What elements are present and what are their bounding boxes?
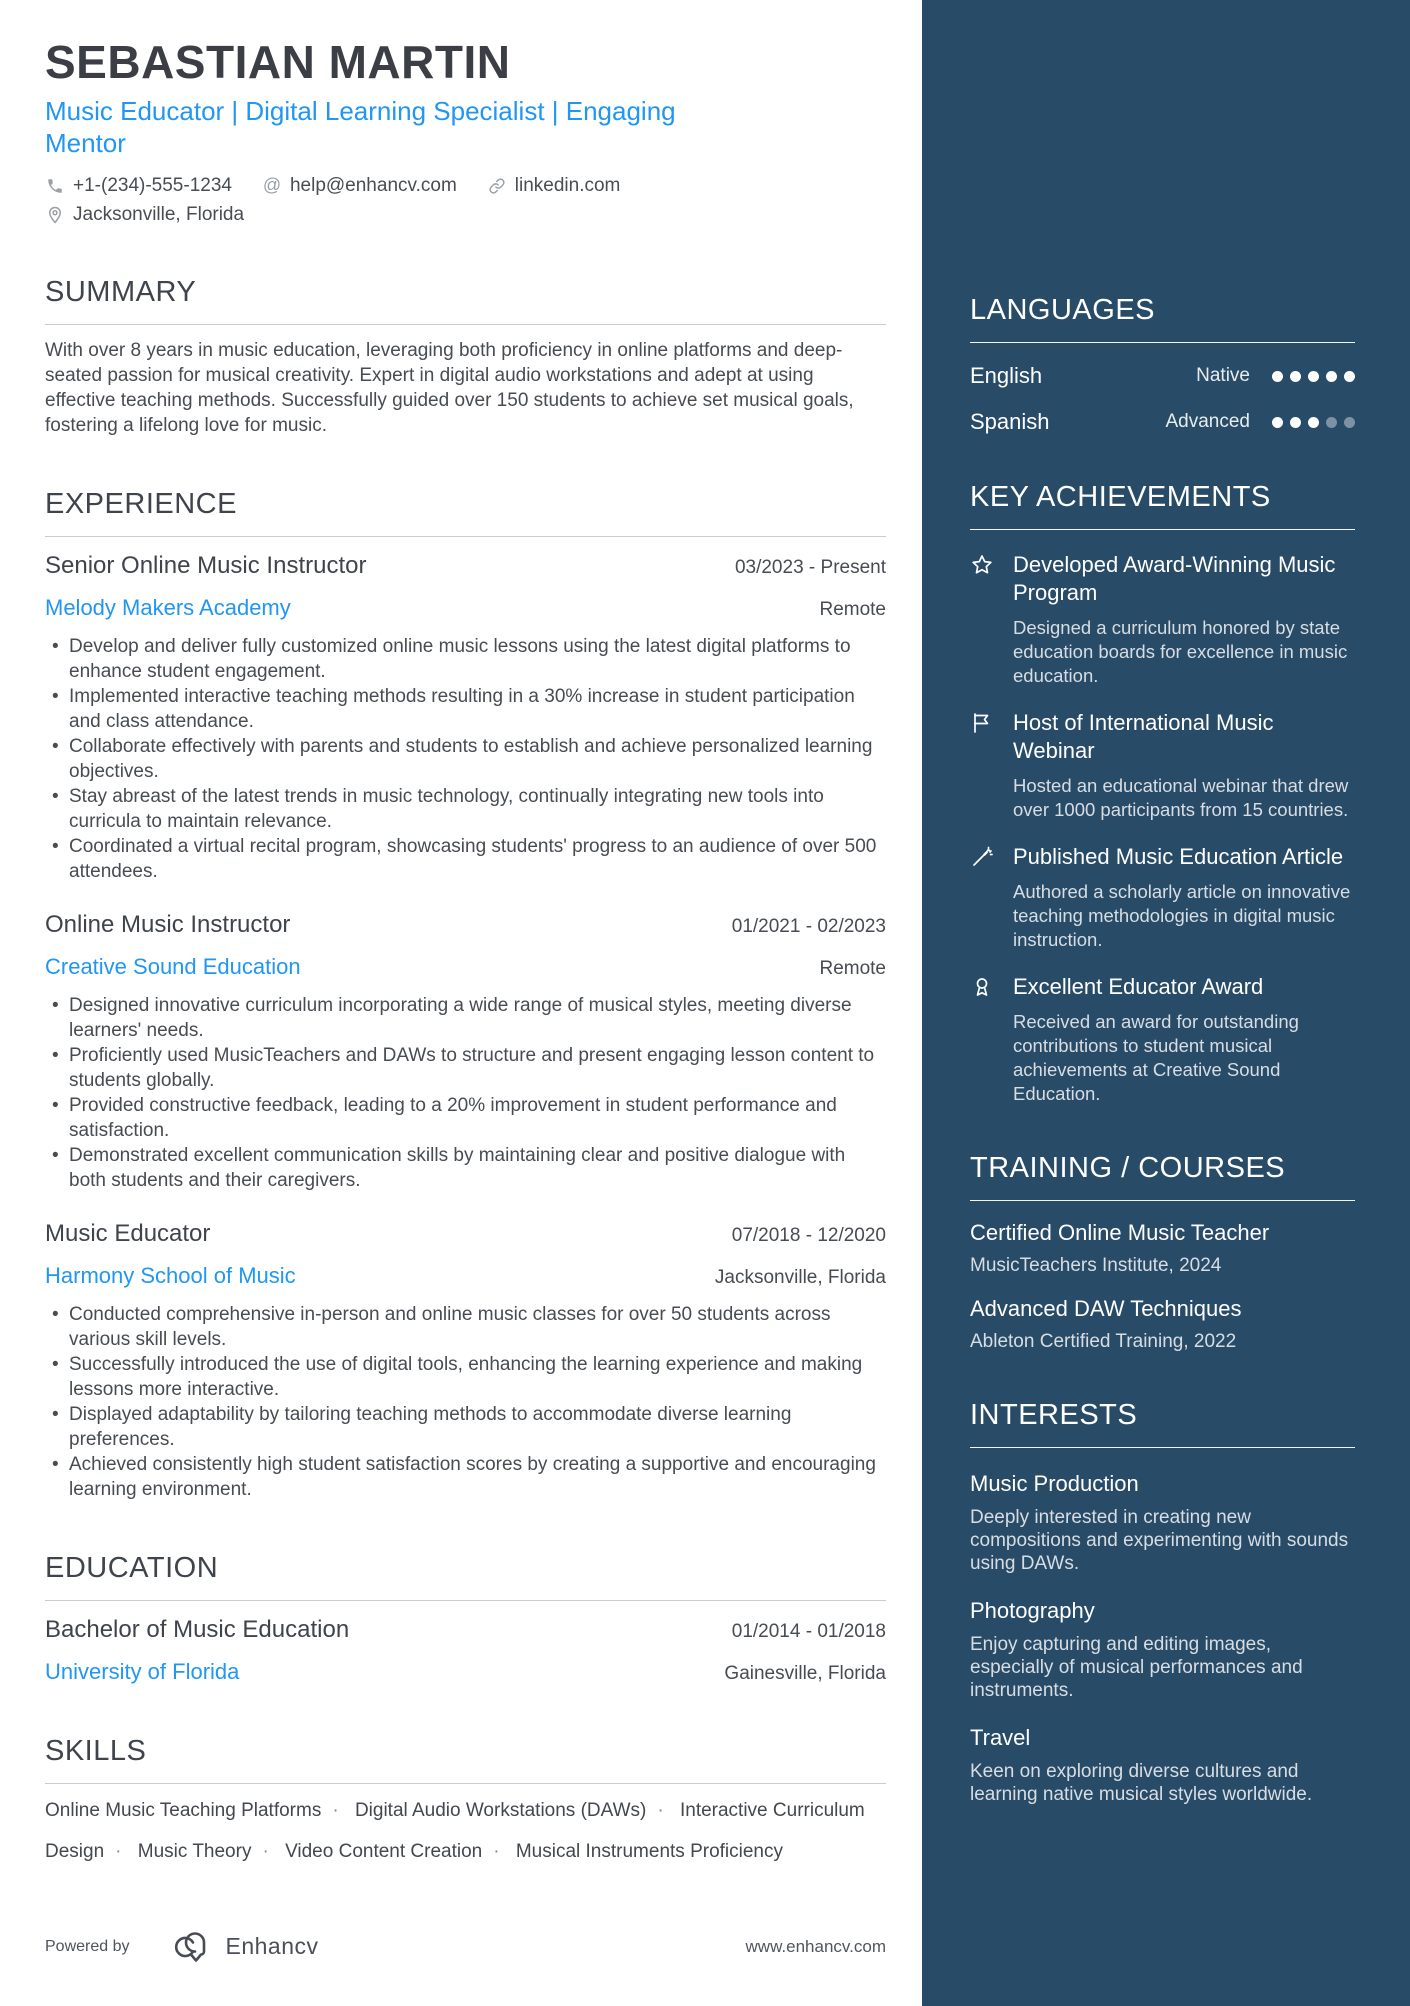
achievement-title: Excellent Educator Award <box>1013 974 1264 999</box>
job-entry <box>45 1220 886 1502</box>
languages-section <box>970 294 1355 435</box>
skill-label: Online Music Teaching Platforms <box>45 1799 322 1821</box>
language-level-dot <box>1272 371 1283 382</box>
achievement-description: Authored a scholarly article on innovative teaching methodologies in digital music instruction. <box>1013 881 1351 950</box>
education-entry <box>45 1616 886 1685</box>
interest-item <box>970 1471 1355 1575</box>
achievement-item <box>970 709 1355 822</box>
language-level-dot <box>1308 371 1319 382</box>
skills-heading: SKILLS <box>45 1735 886 1784</box>
sidebar <box>922 0 1410 2006</box>
course-subtitle: MusicTeachers Institute, 2024 <box>970 1255 1222 1276</box>
job-entry <box>45 552 886 884</box>
phone-icon <box>45 176 65 196</box>
achievement-item <box>970 551 1355 688</box>
bullet-item: • Stay abreast of the latest trends in music technology, continually integrating new tools into curricula to maintain relevance. <box>45 784 886 834</box>
language-level-dot <box>1344 417 1355 428</box>
course-title: Advanced DAW Techniques <box>970 1296 1242 1321</box>
achievement-title: Host of International Music Webinar <box>1013 710 1274 763</box>
training-courses-section <box>970 1152 1355 1353</box>
achievement-item <box>970 843 1355 952</box>
language-name: Spanish <box>970 409 1050 434</box>
flag-icon <box>970 709 996 822</box>
course-title: Certified Online Music Teacher <box>970 1220 1270 1245</box>
bullet-item: • Successfully introduced the use of digital tools, enhancing the learning experience and making lessons more interactive. <box>45 1352 886 1402</box>
education-dates: 01/2014 - 01/2018 <box>731 1620 886 1642</box>
job-location: Remote <box>819 598 886 620</box>
bullet-item: • Provided constructive feedback, leading to a 20% improvement in student performance and satisfaction. <box>45 1093 886 1143</box>
key-achievements-section <box>970 481 1355 1106</box>
course-subtitle: Ableton Certified Training, 2022 <box>970 1331 1237 1352</box>
contact-item[interactable] <box>262 175 457 197</box>
contact-row <box>45 204 886 226</box>
bullet-item: • Proficiently used MusicTeachers and DAWs to structure and present engaging lesson content to students globally. <box>45 1043 886 1093</box>
course-item <box>970 1220 1355 1277</box>
education-location: Gainesville, Florida <box>724 1662 886 1684</box>
skill-label: Musical Instruments Proficiency <box>515 1840 783 1862</box>
medal-icon <box>970 973 996 1106</box>
job-dates: 01/2021 - 02/2023 <box>731 915 886 937</box>
powered-by-label: Powered by <box>45 1937 130 1955</box>
contact-item[interactable] <box>45 204 244 226</box>
skill-separator: · <box>262 1840 269 1862</box>
course-item <box>970 1296 1355 1353</box>
language-level-dot <box>1326 371 1337 382</box>
summary-text: With over 8 years in music education, leveraging both proficiency in online platforms and deep-seated passion for musical creativity. Expert in digital audio workstations and adept at using effective teaching methods. Successfully guided over 150 students to achieve set musical goals, fostering a lifelong love for music. <box>45 339 854 436</box>
job-title: Music Educator <box>45 1219 211 1247</box>
interests-list <box>970 1471 1355 1806</box>
bullet-item: • Displayed adaptability by tailoring teaching methods to accommodate diverse learning preferences. <box>45 1402 886 1452</box>
job-entry <box>45 911 886 1193</box>
language-level-dots <box>1272 417 1355 428</box>
language-level: Native <box>1196 365 1250 386</box>
achievement-description: Designed a curriculum honored by state education boards for excellence in music education. <box>1013 617 1348 686</box>
interest-description: Deeply interested in creating new compositions and experimenting with sounds using DAWs. <box>970 1507 1349 1574</box>
job-company: Harmony School of Music <box>45 1262 296 1288</box>
interest-description: Enjoy capturing and editing images, especially of musical performances and instruments. <box>970 1634 1303 1701</box>
skill-label: Video Content Creation <box>285 1840 483 1862</box>
key-achievements-heading: KEY ACHIEVEMENTS <box>970 481 1355 530</box>
interests-section <box>970 1399 1355 1806</box>
courses-list <box>970 1220 1355 1353</box>
language-level-dot <box>1308 417 1319 428</box>
achievement-title: Published Music Education Article <box>1013 844 1344 869</box>
bullet-item: • Implemented interactive teaching methods resulting in a 30% increase in student participation and class attendance. <box>45 684 886 734</box>
experience-heading: EXPERIENCE <box>45 488 886 537</box>
achievement-title: Developed Award-Winning Music Program <box>1013 552 1336 605</box>
language-name: English <box>970 363 1043 388</box>
bullet-item: • Develop and deliver fully customized online music lessons using the latest digital platforms to enhance student engagement. <box>45 634 886 684</box>
star-icon <box>970 551 996 688</box>
footer-url[interactable]: www.enhancv.com <box>745 1936 886 1956</box>
achievement-description: Hosted an educational webinar that drew over 1000 participants from 15 countries. <box>1013 775 1349 820</box>
interests-heading: INTERESTS <box>970 1399 1355 1448</box>
skill-item <box>285 1841 511 1862</box>
language-level-dot <box>1344 371 1355 382</box>
job-bullets <box>45 634 886 884</box>
school-name: University of Florida <box>45 1658 240 1684</box>
skill-separator: · <box>493 1840 500 1862</box>
skill-item <box>355 1800 675 1821</box>
education-heading: EDUCATION <box>45 1552 886 1601</box>
job-dates: 07/2018 - 12/2020 <box>731 1224 886 1246</box>
bullet-item: • Designed innovative curriculum incorporating a wide range of musical styles, meeting diverse learners' needs. <box>45 993 886 1043</box>
job-location: Remote <box>819 957 886 979</box>
location-icon <box>45 205 65 225</box>
contact-text: +1-(234)-555-1234 <box>73 174 232 196</box>
skill-separator: · <box>115 1840 122 1862</box>
headline: Music Educator | Digital Learning Specialist | Engaging Mentor <box>45 95 676 159</box>
contact-info <box>45 175 886 226</box>
interest-item <box>970 1598 1355 1702</box>
skill-item <box>516 1841 783 1862</box>
bullet-item: • Achieved consistently high student satisfaction scores by creating a supportive and encouraging learning environment. <box>45 1452 886 1502</box>
job-dates: 03/2023 - Present <box>734 556 886 578</box>
contact-text: help@enhancv.com <box>289 174 457 196</box>
skill-label: Music Theory <box>137 1840 252 1862</box>
job-company: Creative Sound Education <box>45 953 301 979</box>
languages-list <box>970 363 1355 435</box>
job-title: Senior Online Music Instructor <box>45 551 367 579</box>
bullet-item: • Coordinated a virtual recital program, showcasing students' progress to an audience of over 500 attendees. <box>45 834 886 884</box>
achievement-description: Received an award for outstanding contributions to student musical achievements at Creative Sound Education. <box>1013 1011 1299 1104</box>
interest-title: Travel <box>970 1725 1031 1750</box>
summary-section <box>45 276 886 438</box>
language-level-dots <box>1272 371 1355 382</box>
bullet-item: • Conducted comprehensive in-person and online music classes for over 50 students across various skill levels. <box>45 1302 886 1352</box>
language-level: Advanced <box>1165 411 1250 432</box>
language-level-dot <box>1290 417 1301 428</box>
skills-list <box>45 1790 886 1872</box>
experience-section <box>45 488 886 1502</box>
education-section <box>45 1552 886 1685</box>
language-row <box>970 363 1355 389</box>
resume-header <box>45 36 886 226</box>
language-level-dot <box>1272 417 1283 428</box>
contact-row <box>45 175 886 197</box>
training-courses-heading: TRAINING / COURSES <box>970 1152 1355 1201</box>
language-row <box>970 409 1355 435</box>
interest-item <box>970 1725 1355 1806</box>
job-location: Jacksonville, Florida <box>714 1266 886 1288</box>
contact-text: linkedin.com <box>514 174 621 196</box>
interest-title: Music Production <box>970 1471 1139 1496</box>
wand-icon <box>970 843 996 952</box>
brand-name: Enhancv <box>225 1933 319 1960</box>
job-company: Melody Makers Academy <box>45 594 291 620</box>
summary-heading: SUMMARY <box>45 276 886 325</box>
enhancv-logo <box>172 1932 319 1962</box>
skill-label: Digital Audio Workstations (DAWs) <box>354 1799 647 1821</box>
degree-title: Bachelor of Music Education <box>45 1615 350 1643</box>
contact-text: Jacksonville, Florida <box>73 203 245 225</box>
skill-label: Interactive Curriculum Design <box>45 1799 865 1862</box>
contact-item[interactable] <box>487 175 621 197</box>
person-name: SEBASTIAN MARTIN <box>45 36 511 88</box>
skills-section <box>45 1735 886 1872</box>
job-bullets <box>45 993 886 1193</box>
bullet-item: • Collaborate effectively with parents and students to establish and achieve personalized learning objectives. <box>45 734 886 784</box>
enhancv-logo-icon <box>172 1932 216 1962</box>
job-bullets <box>45 1302 886 1502</box>
skill-item <box>45 1800 350 1821</box>
page-footer <box>45 1872 886 1962</box>
language-level-dot <box>1290 371 1301 382</box>
at-icon: @ <box>262 175 282 196</box>
skill-separator: · <box>332 1799 339 1821</box>
job-title: Online Music Instructor <box>45 910 291 938</box>
language-level-dot <box>1326 417 1337 428</box>
languages-heading: LANGUAGES <box>970 294 1355 343</box>
bullet-item: • Demonstrated excellent communication skills by maintaining clear and positive dialogue with both students and their caregivers. <box>45 1143 886 1193</box>
interest-title: Photography <box>970 1598 1095 1623</box>
achievement-item <box>970 973 1355 1106</box>
skill-item <box>138 1841 280 1862</box>
skill-separator: · <box>657 1799 664 1821</box>
link-icon <box>487 176 507 196</box>
achievements-list <box>970 551 1355 1106</box>
interest-description: Keen on exploring diverse cultures and learning native musical styles worldwide. <box>970 1761 1313 1805</box>
contact-item[interactable] <box>45 175 232 197</box>
